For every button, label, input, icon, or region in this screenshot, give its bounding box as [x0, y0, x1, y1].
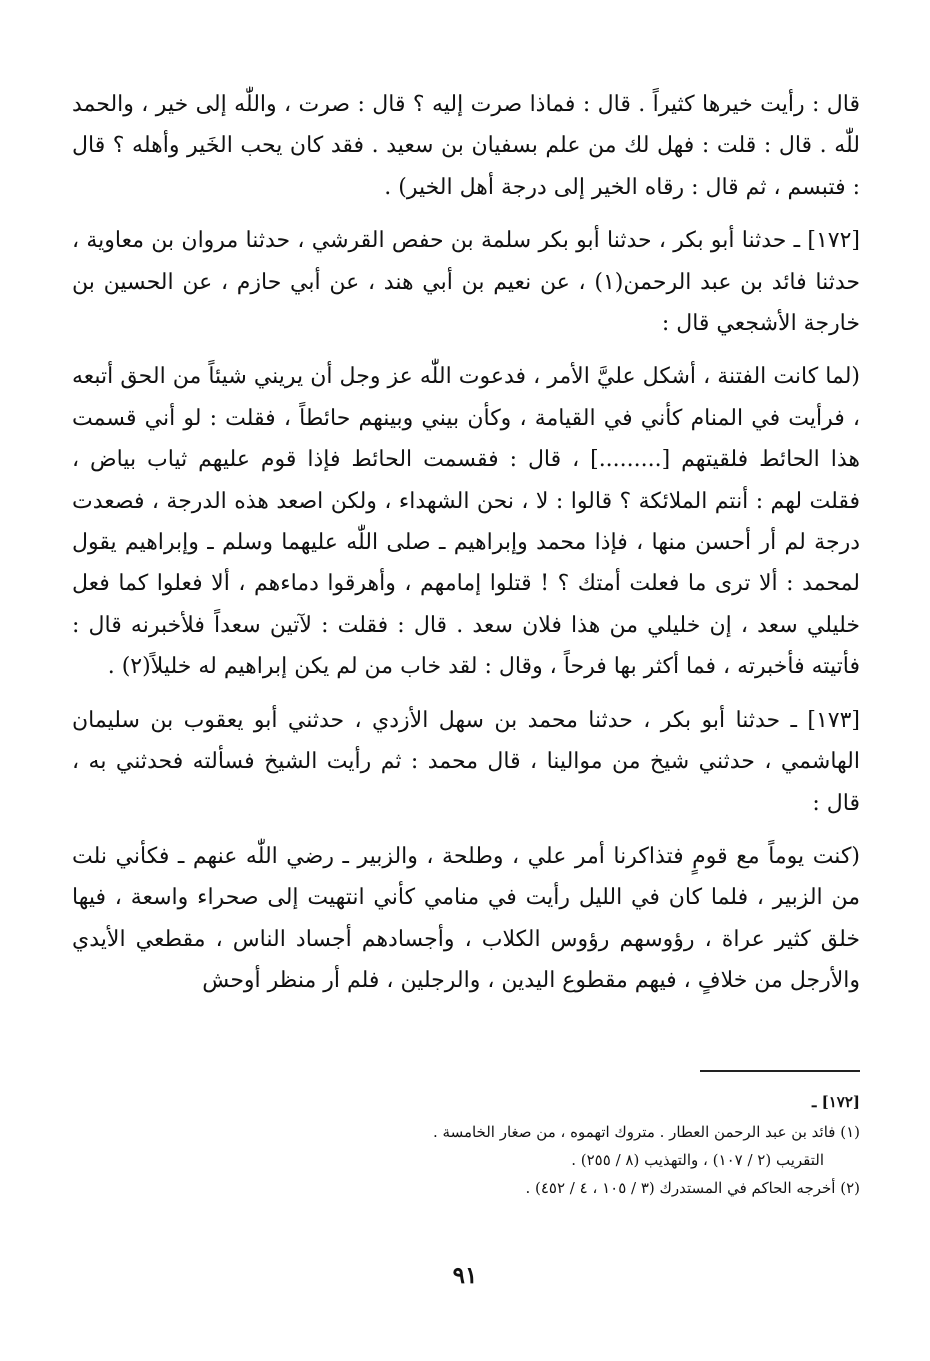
paragraph-dream-172: (لما كانت الفتنة ، أشكل عليَّ الأمر ، فدعوت اللّٰه عز وجل أن يريني شيئاً من الحق أتبعه ، فرأيت في المنام كأني في القيامة ، وكأن بيني وبينهم حائطاً ، فقلت : لو أني قسمت هذا الحائط فلقيتهم [.........] ، قال : فقسمت الحائط فإذا قوم عليهم ثياب بياض ، فقلت لهم : أنتم الملائكة ؟ قالوا : لا ، نحن الشهداء ، ولكن اصعد هذه الدرجة ، فصعدت درجة لم أر أحسن منها ، فإذا محمد وإبراهيم ـ صلى اللّٰه عليهما وسلم ـ وإبراهيم يقول لمحمد : ألا ترى ما فعلت أمتك ؟ ! قتلوا إمامهم ، وأهرقوا دماءهم ، ألا فعلوا كما فعل خليلي سعد ، إن خليلي من هذا فلان سعد . قال : فقلت : لآتين سعداً فلأخبرنه قال : فأتيته فأخبرته ، فما أكثر بها فرحاً ، وقال : لقد خاب من لم يكن إبراهيم له خليلاً(٢) . [72, 364, 861, 680]
paragraph-narration-172: [١٧٢] ـ حدثنا أبو بكر ، حدثنا أبو بكر سلمة بن حفص القرشي ، حدثنا مروان بن معاوية ، حدثنا فائد بن عبد الرحمن(١) ، عن نعيم بن أبي هند ، عن أبي حازم ، عن الحسين بن خارجة الأشجعي قال : [72, 228, 860, 337]
paragraph-dream-continuation: قال : رأيت خيرها كثيراً . قال : فماذا صرت إليه ؟ قال : صرت ، واللّٰه إلى خير ، والحمد للّٰه . قال : قلت : فهل لك من علم بسفيان بن سعيد . فقد كان يحب الخَير وأهله ؟ قال : فتبسم ، ثم قال : رقاه الخير إلى درجة أهل الخير) . [72, 92, 860, 200]
paragraph-narration-173: [١٧٣] ـ حدثنا أبو بكر ، حدثنا محمد بن سهل الأزدي ، حدثني أبو يعقوب بن سليمان الهاشمي ، حدثني شيخ من موالينا ، قال محمد : ثم رأيت الشيخ فسألته فحدثني به ، قال : [72, 707, 860, 816]
footnote-divider [700, 1070, 860, 1072]
page-number: ٩١ [452, 1262, 478, 1289]
footnote-heading: [١٧٢] ـ [812, 1093, 860, 1111]
footnotes [72, 1088, 860, 1202]
paragraph-dream-173: (كنت يوماً مع قومٍ فتذاكرنا أمر علي ، وطلحة ، والزبير ـ رضي اللّٰه عنهم ـ فكأني نلت من الزبير ، فلما كان في الليل رأيت في منامي كأني انتهيت إلى صحراء واسعة ، فيها خلق كثير عراة ، رؤوسهم رؤوس الكلاب ، وأجسادهم أجساد الناس ، مقطعي الأيدي والأرجل من خلافٍ ، فيهم مقطوع اليدين ، والرجلين ، فلم أر منظر أوحش [72, 843, 861, 994]
footnote-1: (١) فائد بن عبد الرحمن العطار . متروك اتهموه ، من صغار الخامسة . [432, 1123, 860, 1141]
main-text [72, 84, 860, 1014]
footnote-1-reference: التقريب (٢ / ١٠٧) ، والتهذيب (٨ / ٢٥٥) . [571, 1151, 824, 1169]
footnote-2: (٢) أخرجه الحاكم في المستدرك (٣ / ١٠٥ ، ٤ / ٤٥٢) . [525, 1179, 860, 1197]
